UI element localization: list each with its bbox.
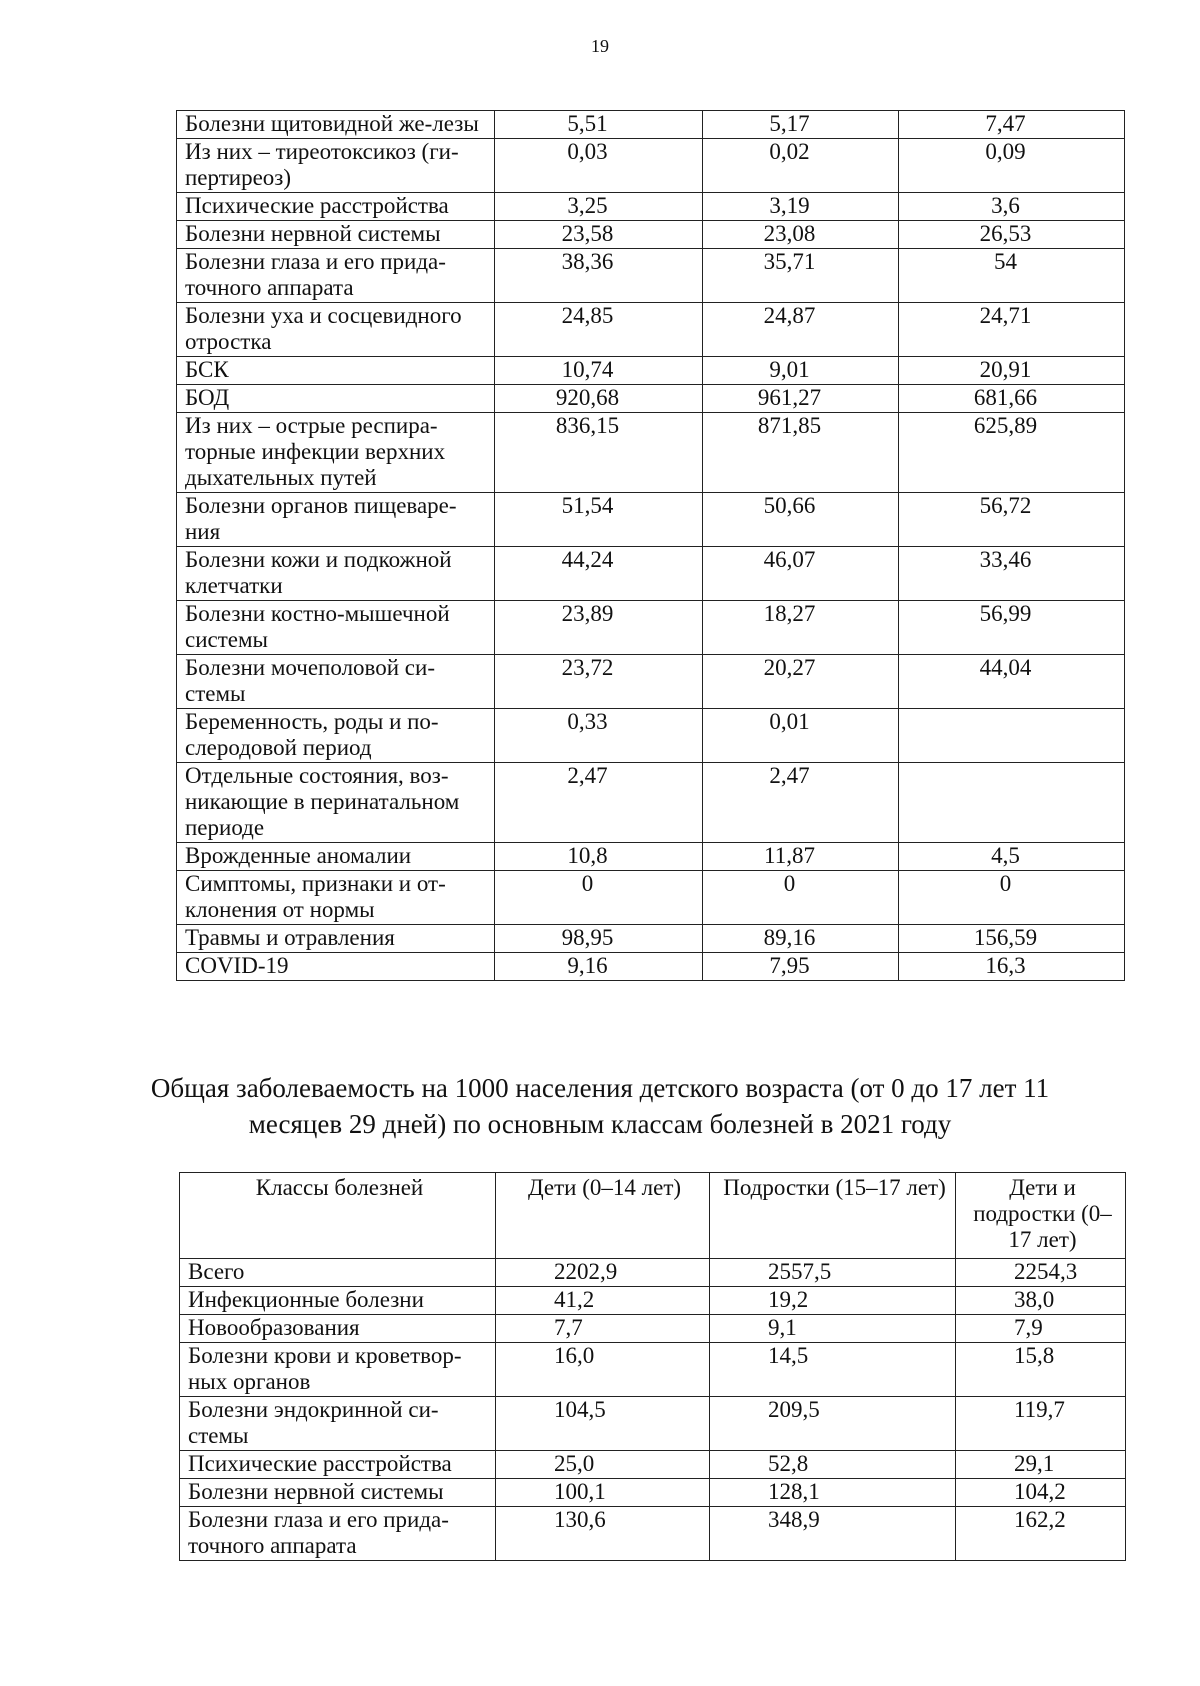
value-col1: 51,54: [495, 493, 703, 547]
value-col2: 52,8: [710, 1451, 956, 1479]
row-label: Болезни нервной системы: [180, 1479, 496, 1507]
row-label: Симптомы, признаки и от-клонения от нормы: [177, 871, 495, 925]
table-row: [177, 493, 1125, 547]
value-col1: 2202,9: [496, 1259, 710, 1287]
value-col3: 54: [899, 249, 1125, 303]
table-row: [180, 1287, 1126, 1315]
value-col1: 23,89: [495, 601, 703, 655]
table-row: [180, 1507, 1126, 1561]
row-label: Болезни мочеполовой си-стемы: [177, 655, 495, 709]
children-morbidity-table: [179, 1172, 1126, 1561]
table-row: [177, 139, 1125, 193]
value-col3: [899, 763, 1125, 843]
table2-header-row: [180, 1173, 1126, 1259]
table-caption: Общая заболеваемость на 1000 населения детского возраста (от 0 до 17 лет 11 месяцев 29 дней) по основным классам болезней в 2021 году: [150, 1073, 1050, 1139]
value-col1: 16,0: [496, 1343, 710, 1397]
row-label: Болезни нервной системы: [177, 221, 495, 249]
value-col3: 104,2: [956, 1479, 1126, 1507]
value-col3: 7,47: [899, 111, 1125, 139]
table-row: [177, 601, 1125, 655]
header-adolescents: Подростки (15–17 лет): [710, 1173, 956, 1259]
table-row: [177, 193, 1125, 221]
value-col3: 20,91: [899, 357, 1125, 385]
value-col3: 2254,3: [956, 1259, 1126, 1287]
value-col3: 56,72: [899, 493, 1125, 547]
row-label: Психические расстройства: [177, 193, 495, 221]
table-row: [177, 385, 1125, 413]
header-children-and-adolescents: Дети и подростки (0–17 лет): [956, 1173, 1126, 1259]
value-col3: 3,6: [899, 193, 1125, 221]
row-label: Новообразования: [180, 1315, 496, 1343]
value-col2: 2,47: [703, 763, 899, 843]
value-col1: 23,58: [495, 221, 703, 249]
table-row: [180, 1479, 1126, 1507]
row-label: Болезни уха и сосцевидного отростка: [177, 303, 495, 357]
value-col1: 836,15: [495, 413, 703, 493]
value-col1: 2,47: [495, 763, 703, 843]
table-row: [180, 1451, 1126, 1479]
value-col2: 0,01: [703, 709, 899, 763]
table-row: [177, 547, 1125, 601]
value-col2: 348,9: [710, 1507, 956, 1561]
value-col2: 0,02: [703, 139, 899, 193]
value-col2: 2557,5: [710, 1259, 956, 1287]
value-col1: 130,6: [496, 1507, 710, 1561]
value-col3: [899, 709, 1125, 763]
table-row: [177, 221, 1125, 249]
row-label: Врожденные аномалии: [177, 843, 495, 871]
value-col1: 10,74: [495, 357, 703, 385]
value-col1: 0: [495, 871, 703, 925]
value-col3: 681,66: [899, 385, 1125, 413]
value-col2: 19,2: [710, 1287, 956, 1315]
value-col1: 104,5: [496, 1397, 710, 1451]
table-row: [177, 843, 1125, 871]
value-col2: 871,85: [703, 413, 899, 493]
row-label: Болезни глаза и его прида-точного аппарата: [180, 1507, 496, 1561]
row-label: Болезни костно-мышечной системы: [177, 601, 495, 655]
value-col2: 11,87: [703, 843, 899, 871]
row-label: Всего: [180, 1259, 496, 1287]
value-col1: 9,16: [495, 953, 703, 981]
value-col3: 15,8: [956, 1343, 1126, 1397]
value-col3: 33,46: [899, 547, 1125, 601]
table-row: [177, 871, 1125, 925]
table-row: [177, 655, 1125, 709]
row-label: Болезни органов пищеваре-ния: [177, 493, 495, 547]
value-col1: 23,72: [495, 655, 703, 709]
value-col1: 44,24: [495, 547, 703, 601]
value-col3: 162,2: [956, 1507, 1126, 1561]
table-row: [177, 953, 1125, 981]
value-col3: 24,71: [899, 303, 1125, 357]
value-col2: 20,27: [703, 655, 899, 709]
value-col1: 5,51: [495, 111, 703, 139]
value-col2: 89,16: [703, 925, 899, 953]
table-row: [177, 763, 1125, 843]
row-label: Инфекционные болезни: [180, 1287, 496, 1315]
value-col2: 128,1: [710, 1479, 956, 1507]
value-col3: 29,1: [956, 1451, 1126, 1479]
row-label: Психические расстройства: [180, 1451, 496, 1479]
table-row: [177, 709, 1125, 763]
morbidity-table-continued: [176, 110, 1125, 981]
value-col1: 3,25: [495, 193, 703, 221]
table-row: [177, 925, 1125, 953]
page-number: 19: [591, 36, 609, 56]
row-label: Беременность, роды и по-слеродовой период: [177, 709, 495, 763]
value-col3: 56,99: [899, 601, 1125, 655]
header-children: Дети (0–14 лет): [496, 1173, 710, 1259]
table2-body: [180, 1259, 1126, 1561]
table-row: [180, 1259, 1126, 1287]
row-label: БОД: [177, 385, 495, 413]
table-row: [180, 1397, 1126, 1451]
value-col1: 10,8: [495, 843, 703, 871]
row-label: Из них – тиреотоксикоз (ги-пертиреоз): [177, 139, 495, 193]
value-col2: 209,5: [710, 1397, 956, 1451]
value-col3: 0,09: [899, 139, 1125, 193]
table-row: [177, 249, 1125, 303]
table1-body: [177, 111, 1125, 981]
value-col2: 961,27: [703, 385, 899, 413]
row-label: Из них – острые респира-торные инфекции верхних дыхательных путей: [177, 413, 495, 493]
row-label: Болезни эндокринной си-стемы: [180, 1397, 496, 1451]
table-row: [180, 1315, 1126, 1343]
header-disease-class: Классы болезней: [180, 1173, 496, 1259]
value-col1: 920,68: [495, 385, 703, 413]
value-col3: 16,3: [899, 953, 1125, 981]
value-col3: 38,0: [956, 1287, 1126, 1315]
value-col3: 44,04: [899, 655, 1125, 709]
row-label: COVID-19: [177, 953, 495, 981]
value-col3: 156,59: [899, 925, 1125, 953]
value-col3: 4,5: [899, 843, 1125, 871]
row-label: БСК: [177, 357, 495, 385]
row-label: Болезни глаза и его прида-точного аппарата: [177, 249, 495, 303]
table-row: [177, 413, 1125, 493]
value-col1: 7,7: [496, 1315, 710, 1343]
value-col3: 625,89: [899, 413, 1125, 493]
value-col2: 9,1: [710, 1315, 956, 1343]
value-col2: 18,27: [703, 601, 899, 655]
value-col2: 35,71: [703, 249, 899, 303]
row-label: Травмы и отравления: [177, 925, 495, 953]
value-col2: 14,5: [710, 1343, 956, 1397]
value-col2: 0: [703, 871, 899, 925]
value-col2: 7,95: [703, 953, 899, 981]
value-col2: 24,87: [703, 303, 899, 357]
table-row: [180, 1343, 1126, 1397]
row-label: Болезни кожи и подкожной клетчатки: [177, 547, 495, 601]
row-label: Болезни щитовидной же-лезы: [177, 111, 495, 139]
table-row: [177, 303, 1125, 357]
value-col1: 100,1: [496, 1479, 710, 1507]
value-col3: 26,53: [899, 221, 1125, 249]
value-col3: 119,7: [956, 1397, 1126, 1451]
value-col1: 98,95: [495, 925, 703, 953]
value-col2: 3,19: [703, 193, 899, 221]
row-label: Отдельные состояния, воз-никающие в перинатальном периоде: [177, 763, 495, 843]
value-col1: 41,2: [496, 1287, 710, 1315]
value-col2: 46,07: [703, 547, 899, 601]
table-row: [177, 357, 1125, 385]
value-col1: 25,0: [496, 1451, 710, 1479]
value-col1: 0,03: [495, 139, 703, 193]
value-col3: 7,9: [956, 1315, 1126, 1343]
value-col1: 38,36: [495, 249, 703, 303]
row-label: Болезни крови и кроветвор-ных органов: [180, 1343, 496, 1397]
value-col3: 0: [899, 871, 1125, 925]
table-row: [177, 111, 1125, 139]
value-col1: 24,85: [495, 303, 703, 357]
value-col2: 9,01: [703, 357, 899, 385]
value-col2: 5,17: [703, 111, 899, 139]
value-col1: 0,33: [495, 709, 703, 763]
value-col2: 23,08: [703, 221, 899, 249]
value-col2: 50,66: [703, 493, 899, 547]
